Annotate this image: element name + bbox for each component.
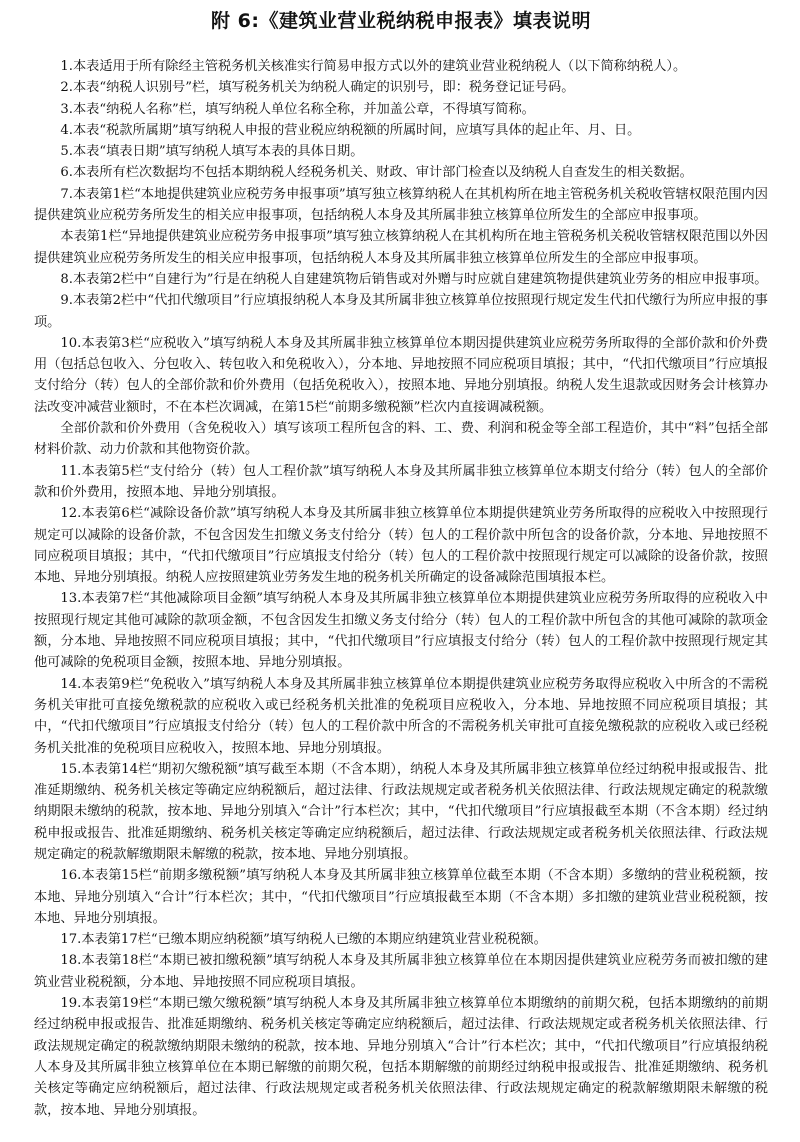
- instruction-item-10: 10.本表第3栏“应税收入”填写纳税人本身及其所属非独立核算单位本期因提供建筑业应税劳务所取得的全部价款和价外费用（包括总包收入、分包收入、转包收入和免税收入），分本地、异地按照不同应税项目填报；其中，“代扣代缴项目”行应填报支付给分（转）包人的全部价款和价外费用（包括免税收入），按照本地、异地分别填报。纳税人发生退款或因财务会计核算办法改变冲减营业额时，不在本栏次调减，在第15栏“前期多缴税额”栏次内直接调减税额。: [34, 335, 768, 415]
- instruction-item-2: 2.本表“纳税人识别号”栏，填写税务机关为纳税人确定的识别号，即：税务登记证号码。: [60, 80, 575, 96]
- instruction-item-11: 11.本表第5栏“支付给分（转）包人工程价款”填写纳税人本身及其所属非独立核算单位本期支付给分（转）包人的全部价款和价外费用，按照本地、异地分别填报。: [34, 463, 768, 500]
- instruction-item-7: 7.本表第1栏“本地提供建筑业应税劳务申报事项”填写独立核算纳税人在其机构所在地主管税务机关税收管辖权限范围内因提供建筑业应税劳务所发生的相关应申报事项，包括纳税人本身及其所属非独立核算单位所发生的全部应申报事项。: [34, 186, 768, 224]
- instruction-item-3: 3.本表“纳税人名称”栏，填写纳税人单位名称全称，并加盖公章，不得填写简称。: [60, 101, 535, 117]
- instruction-item-1: 1.本表适用于所有除经主管税务机关核准实行简易申报方式以外的建筑业营业税纳税人（以下简称纳税人）。: [60, 59, 687, 74]
- instruction-item-4: 4.本表“税款所属期”填写纳税人申报的营业税应纳税额的所属时间，应填写具体的起止年、月、日。: [60, 122, 641, 138]
- instruction-item-16: 16.本表第15栏“前期多缴税额”填写纳税人本身及其所属非独立核算单位截至本期（不含本期）多缴纳的营业税税额，按本地、异地分别填入“合计”行本栏次；其中，“代扣代缴项目”行应填报截至本期（不含本期）多扣缴的建筑业营业税税额，按本地、异地分别填报。: [34, 868, 768, 926]
- instruction-item-18: 18.本表第18栏“本期已被扣缴税额”填写纳税人本身及其所属非独立核算单位在本期因提供建筑业应税劳务而被扣缴的建筑业营业税税额，分本地、异地按照不同应税项目填报。: [34, 953, 768, 990]
- instruction-item-5: 5.本表“填表日期”填写纳税人填写本表的具体日期。: [60, 144, 364, 160]
- instruction-item-19: 19.本表第19栏“本期已缴欠缴税额”填写纳税人本身及其所属非独立核算单位本期缴纳的前期欠税，包括本期缴纳的前期经过纳税申报或报告、批准延期缴纳、税务机关核定等确定应纳税额后，超过法律、行政法规规定或者税务机关依照法律、行政法规规定确定的税款缴纳期限未缴纳的税款，按本地、异地分别填入“合计”行本栏次；其中，“代扣代缴项目”行应填报纳税人本身及其所属非独立核算单位在本期已解缴的前期欠税，包括本期解缴的前期经过纳税申报或报告、批准延期缴纳、税务机关核定等确定应纳税额后，超过法律、行政法规规定或者税务机关依照法律、行政法规规定确定的税款解缴期限未解缴的税款，按本地、异地分别填报。: [34, 996, 768, 1118]
- instruction-item-13: 13.本表第7栏“其他减除项目金额”填写纳税人本身及其所属非独立核算单位本期提供建筑业应税劳务所取得的应税收入中按照现行规定其他可减除的款项金额，不包含因发生扣缴义务支付给分（转）包人的工程价款中所包含的其他可减除的款项金额，分本地、异地按照不同应税项目填报；其中，“代扣代缴项目”行应填报支付给分（转）包人的工程价款中按照现行规定其他可减除的免税项目金额，按照本地、异地分别填报。: [34, 591, 768, 671]
- instruction-item-12: 12.本表第6栏“减除设备价款”填写纳税人本身及其所属非独立核算单位本期提供建筑业劳务所取得的应税收入中按照现行规定可以减除的设备价款，不包含因发生扣缴义务支付给分（转）包人的工程价款中所包含的设备价款，分本地、异地按照不同应税项目填报；其中，“代扣代缴项目”行应填报支付给分（转）包人的工程价款中按照现行规定可以减除的设备价款，按照本地、异地分别填报。纳税人应按照建筑业劳务发生地的税务机关所确定的设备减除范围填报本栏。: [34, 506, 768, 586]
- instruction-item-6: 6.本表所有栏次数据均不包括本期纳税人经税务机关、财政、审计部门检查以及纳税人自查发生的相关数据。: [60, 165, 693, 181]
- instructions-body: [34, 56, 768, 1121]
- instruction-item-7-continued: 本表第1栏“异地提供建筑业应税劳务申报事项”填写独立核算纳税人在其机构所在地主管税务机关税收管辖权限范围以外因提供建筑业应税劳务所发生的相关应申报事项，包括纳税人本身及其所属非独立核算单位所发生的全部应申报事项。: [34, 229, 769, 266]
- instruction-item-8: 8.本表第2栏中“自建行为”行是在纳税人自建建筑物后销售或对外赠与时应就自建建筑物提供建筑业劳务的相应申报事项。: [60, 271, 768, 287]
- instruction-item-15: 15.本表第14栏“期初欠缴税额”填写截至本期（不含本期），纳税人本身及其所属非独立核算单位经过纳税申报或报告、批准延期缴纳、税务机关核定等确定应纳税额后，超过法律、行政法规规定或者税务机关依照法律、行政法规规定确定的税款缴纳期限未缴纳的税款，按本地、异地分别填入“合计”行本栏次；其中，“代扣代缴项目”行应填报截至本期（不含本期）经过纳税申报或报告、批准延期缴纳、税务机关核定等确定应纳税额后，超过法律、行政法规规定或者税务机关依照法律、行政法规规定确定的税款解缴期限未解缴的税款，按本地、异地分别填报。: [34, 761, 768, 862]
- instruction-item-9: 9.本表第2栏中“代扣代缴项目”行应填报纳税人本身及其所属非独立核算单位按照现行规定发生代扣代缴行为所应申报的事项。: [34, 293, 768, 330]
- instruction-item-17: 17.本表第17栏“已缴本期应纳税额”填写纳税人已缴的本期应纳建筑业营业税税额。: [60, 932, 547, 948]
- instruction-item-10-continued: 全部价款和价外费用（含免税收入）填写该项工程所包含的料、工、费、利润和税金等全部工程造价，其中“料”包括全部材料价款、动力价款和其他物资价款。: [34, 421, 768, 458]
- instruction-item-14: 14.本表第9栏“免税收入”填写纳税人本身及其所属非独立核算单位本期提供建筑业应税劳务取得应税收入中所含的不需税务机关审批可直接免缴税款的应税收入或已经税务机关批准的免税项目应税收入，分本地、异地按照不同应税项目填报；其中，“代扣代缴项目”行应填报支付给分（转）包人的工程价款中所含的不需税务机关审批可直接免缴税款的应税收入或已经税务机关批准的免税项目应税收入，按照本地、异地分别填报。: [34, 676, 768, 756]
- page-title: 附 6:《建筑业营业税纳税申报表》填表说明: [211, 10, 591, 32]
